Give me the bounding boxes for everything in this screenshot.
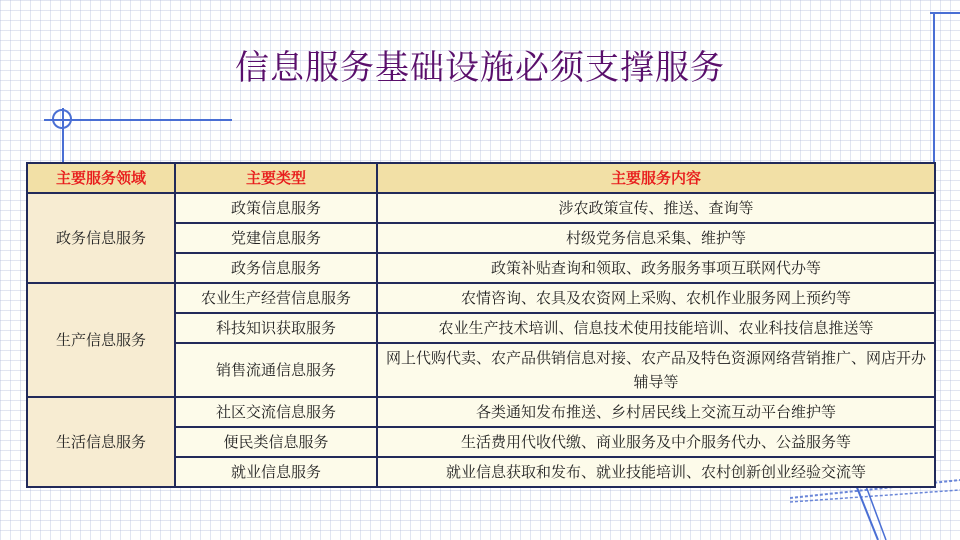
decorative-circle: [52, 109, 72, 129]
content-cell: 政策补贴查询和领取、政务服务事项互联网代办等: [377, 253, 935, 283]
content-cell: 农情咨询、农具及农资网上采购、农机作业服务网上预约等: [377, 283, 935, 313]
domain-cell: 生活信息服务: [27, 397, 175, 487]
table-row: [27, 283, 935, 313]
table-header-row: [27, 163, 935, 193]
content-cell: 涉农政策宣传、推送、查询等: [377, 193, 935, 223]
table-row: [27, 397, 935, 427]
type-cell: 销售流通信息服务: [175, 343, 377, 397]
decorative-line: [44, 119, 232, 121]
domain-cell: 生产信息服务: [27, 283, 175, 397]
type-cell: 就业信息服务: [175, 457, 377, 487]
content-cell: 生活费用代收代缴、商业服务及中介服务代办、公益服务等: [377, 427, 935, 457]
content-cell: 农业生产技术培训、信息技术使用技能培训、农业科技信息推送等: [377, 313, 935, 343]
header-content: 主要服务内容: [377, 163, 935, 193]
type-cell: 政策信息服务: [175, 193, 377, 223]
type-cell: 社区交流信息服务: [175, 397, 377, 427]
domain-cell: 政务信息服务: [27, 193, 175, 283]
type-cell: 党建信息服务: [175, 223, 377, 253]
type-cell: 农业生产经营信息服务: [175, 283, 377, 313]
content-cell: 村级党务信息采集、维护等: [377, 223, 935, 253]
type-cell: 便民类信息服务: [175, 427, 377, 457]
table-row: [27, 193, 935, 223]
page-title: 信息服务基础设施必须支撑服务: [235, 48, 725, 88]
header-type: 主要类型: [175, 163, 377, 193]
type-cell: 科技知识获取服务: [175, 313, 377, 343]
decorative-line: [933, 12, 935, 167]
type-cell: 政务信息服务: [175, 253, 377, 283]
content-cell: 网上代购代卖、农产品供销信息对接、农产品及特色资源网络营销推广、网店开办辅导等: [377, 343, 935, 397]
content-cell: 就业信息获取和发布、就业技能培训、农村创新创业经验交流等: [377, 457, 935, 487]
services-table: [26, 162, 936, 488]
header-domain: 主要服务领域: [27, 163, 175, 193]
content-cell: 各类通知发布推送、乡村居民线上交流互动平台维护等: [377, 397, 935, 427]
